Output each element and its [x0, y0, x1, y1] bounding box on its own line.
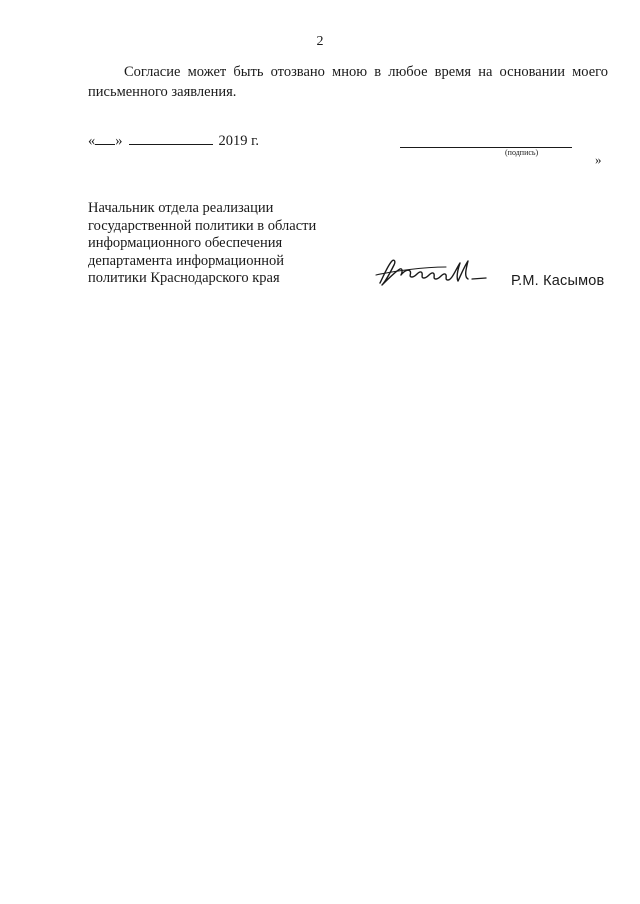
official-title-line: государственной политики в области	[88, 217, 317, 234]
signature-closing-quote: »	[595, 152, 602, 167]
official-title-line: департамента информационной	[88, 252, 284, 269]
official-title-line: информационного обеспечения	[88, 235, 283, 251]
date-year: 2019 г.	[218, 133, 260, 149]
date-open-quote: «	[88, 133, 96, 149]
consent-paragraph: Согласие может быть отозвано мною в любое время на основании моего письменного заявления.	[88, 64, 608, 100]
date-month-blank	[129, 132, 213, 145]
page-number: 2	[316, 34, 324, 49]
date-line	[88, 132, 259, 150]
date-day-blank	[95, 132, 115, 145]
official-name: Р.М. Касымов	[511, 273, 605, 289]
handwritten-signature	[374, 255, 494, 291]
date-close-quote: »	[115, 133, 123, 149]
signature-caption: (подпись)	[505, 148, 539, 157]
official-title	[88, 200, 348, 288]
official-title-line: Начальник отдела реализации	[88, 200, 274, 216]
signature-line	[400, 147, 572, 148]
official-title-line: политики Краснодарского края	[88, 270, 280, 286]
